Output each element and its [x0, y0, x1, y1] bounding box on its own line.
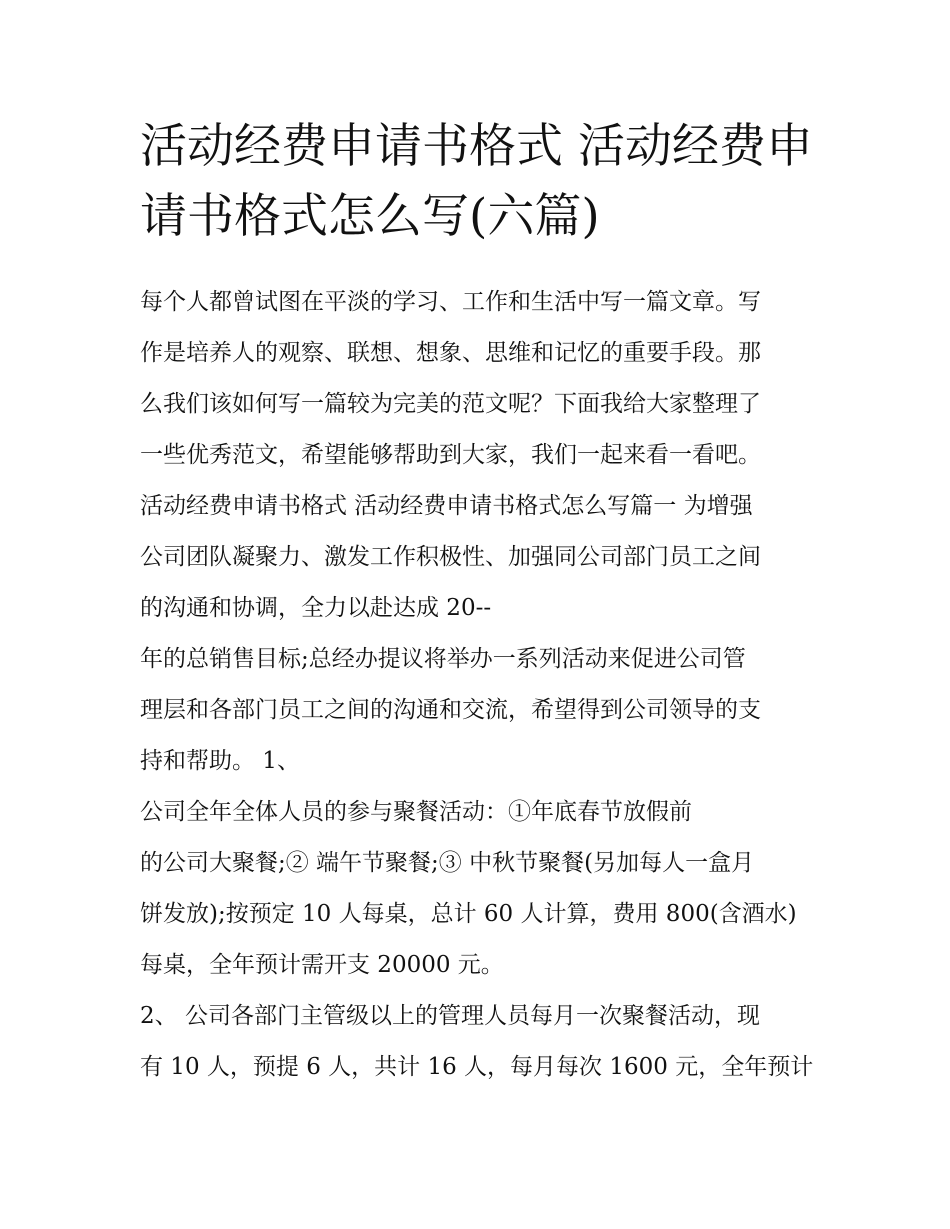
body-line-5: 活动经费申请书格式 活动经费申请书格式怎么写篇一 为增强 [140, 493, 753, 519]
body-line-9: 理层和各部门员工之间的沟通和交流，希望得到公司领导的支 [140, 697, 761, 723]
body-line-1: 每个人都曾试图在平淡的学习、工作和生活中写一篇文章。写 [140, 289, 761, 315]
body-line-2: 作是培养人的观察、联想、想象、思维和记忆的重要手段。那 [140, 340, 761, 366]
body-line-11: 公司全年全体人员的参与聚餐活动：①年底春节放假前 [140, 799, 692, 825]
body-line-15: 2、 公司各部门主管级以上的管理人员每月一次聚餐活动，现 [140, 1003, 760, 1029]
body-line-14: 每桌，全年预计需开支 20000 元。 [140, 952, 504, 978]
body-line-4: 一些优秀范文，希望能够帮助到大家，我们一起来看一看吧。 [140, 442, 761, 468]
body-line-10: 持和帮助。 1、 [140, 748, 300, 774]
body-line-6: 公司团队凝聚力、激发工作积极性、加强同公司部门员工之间 [140, 544, 761, 570]
body-line-12: 的公司大聚餐;② 端午节聚餐;③ 中秋节聚餐(另加每人一盒月 [140, 850, 755, 876]
body-line-16: 有 10 人，预提 6 人，共计 16 人，每月每次 1600 元，全年预计 [140, 1054, 814, 1080]
document-body [140, 277, 820, 1093]
body-line-8: 年的总销售目标;总经办提议将举办一系列活动来促进公司管 [140, 646, 746, 672]
document-title: 活动经费申请书格式 活动经费申请书格式怎么写(六篇) [140, 119, 813, 244]
body-line-7: 的沟通和协调，全力以赴达成 20-- [140, 595, 492, 621]
body-line-13: 饼发放);按预定 10 人每桌，总计 60 人计算，费用 800(含酒水) [140, 901, 797, 927]
body-line-3: 么我们该如何写一篇较为完美的范文呢？下面我给大家整理了 [140, 391, 761, 417]
